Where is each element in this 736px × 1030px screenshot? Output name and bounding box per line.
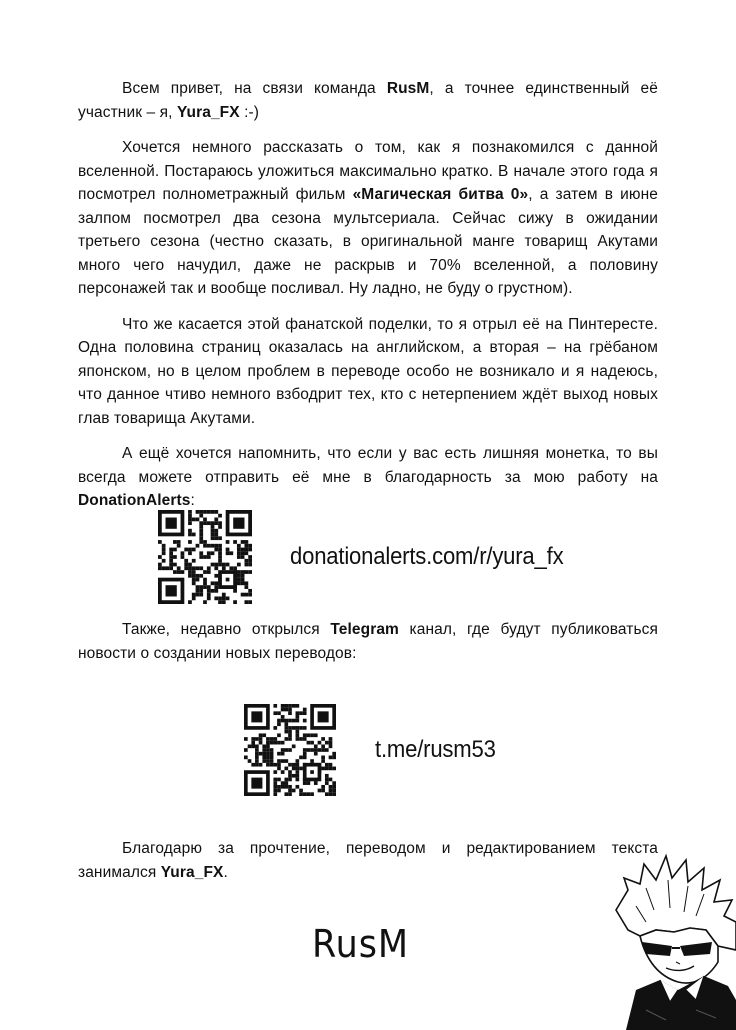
story-text: Хочется немного рассказать о том, как я познакомился с данной вселенной. Постараюсь уложиться максимально кратко. В начале этого года я посмотрел полнометражный фильм	[78, 139, 658, 203]
rusm-logo: RusM	[312, 922, 409, 966]
telegram-service: Telegram	[330, 621, 399, 638]
donation-qr-code[interactable]	[158, 510, 252, 604]
thanks-paragraph	[78, 837, 658, 884]
member-name: Yura_FX	[160, 863, 224, 881]
thanks-text: Благодарю за прочтение, переводом и редактированием текста занимался	[78, 840, 658, 881]
telegram-paragraph	[78, 618, 658, 665]
thanks-dot: .	[223, 863, 228, 881]
donation-paragraph	[78, 442, 658, 513]
intro-smiley: :-)	[239, 103, 260, 121]
story-paragraph	[78, 136, 658, 301]
telegram-text: Также, недавно открылся	[122, 621, 331, 638]
intro-text-2: , а точнее единственный её участник – я,	[78, 80, 658, 121]
donation-colon: :	[190, 492, 195, 509]
telegram-qr-code[interactable]	[244, 704, 336, 796]
film-title: «Магическая битва 0»	[352, 186, 529, 203]
donation-text: А ещё хочется напомнить, что если у вас есть лишняя монетка, то вы всегда можете отправить её мне в благодарность за мою работу на	[78, 445, 658, 486]
donation-link[interactable]: donationalerts.com/r/yura_fx	[290, 543, 564, 570]
fanwork-text: Что же касается этой фанатской поделки, то я отрыл её на Пинтересте. Одна половина страниц оказалась на английском, а вторая – на грёбаном японском, но в целом проблем в переводе особо не возникало и я надеюсь, что данное чтиво немного взбодрит тех, кто с нетерпением ждёт выход новых глав товарища Акутами.	[78, 315, 658, 427]
intro-text: Всем привет, на связи команда	[122, 80, 387, 97]
telegram-link[interactable]: t.me/rusm53	[375, 736, 496, 763]
text-thanks	[78, 837, 658, 896]
intro-paragraph	[78, 77, 658, 124]
manga-character-illustration	[606, 850, 736, 1030]
member-name: Yura_FX	[176, 103, 240, 121]
qr-code-graphic	[244, 704, 336, 796]
story-text-2: , а затем в июне залпом посмотрел два сезона мультсериала. Сейчас сижу в ожидании третьего сезона (честно сказать, в оригинальной манге товарищ Акутами много чего начудил, даже не раскрыв и 70% вселенной, а половину персонажей так и вообще посливал. Ну ладно, не буду о грустном).	[78, 186, 658, 297]
fanwork-paragraph	[78, 313, 658, 431]
team-name: RusM	[386, 80, 430, 97]
qr-code-graphic	[158, 510, 252, 604]
text-telegram	[78, 618, 658, 677]
text-top	[78, 77, 658, 525]
donation-service: DonationAlerts	[78, 492, 191, 509]
telegram-text-2: канал, где будут публиковаться новости о создании новых переводов:	[78, 621, 658, 662]
